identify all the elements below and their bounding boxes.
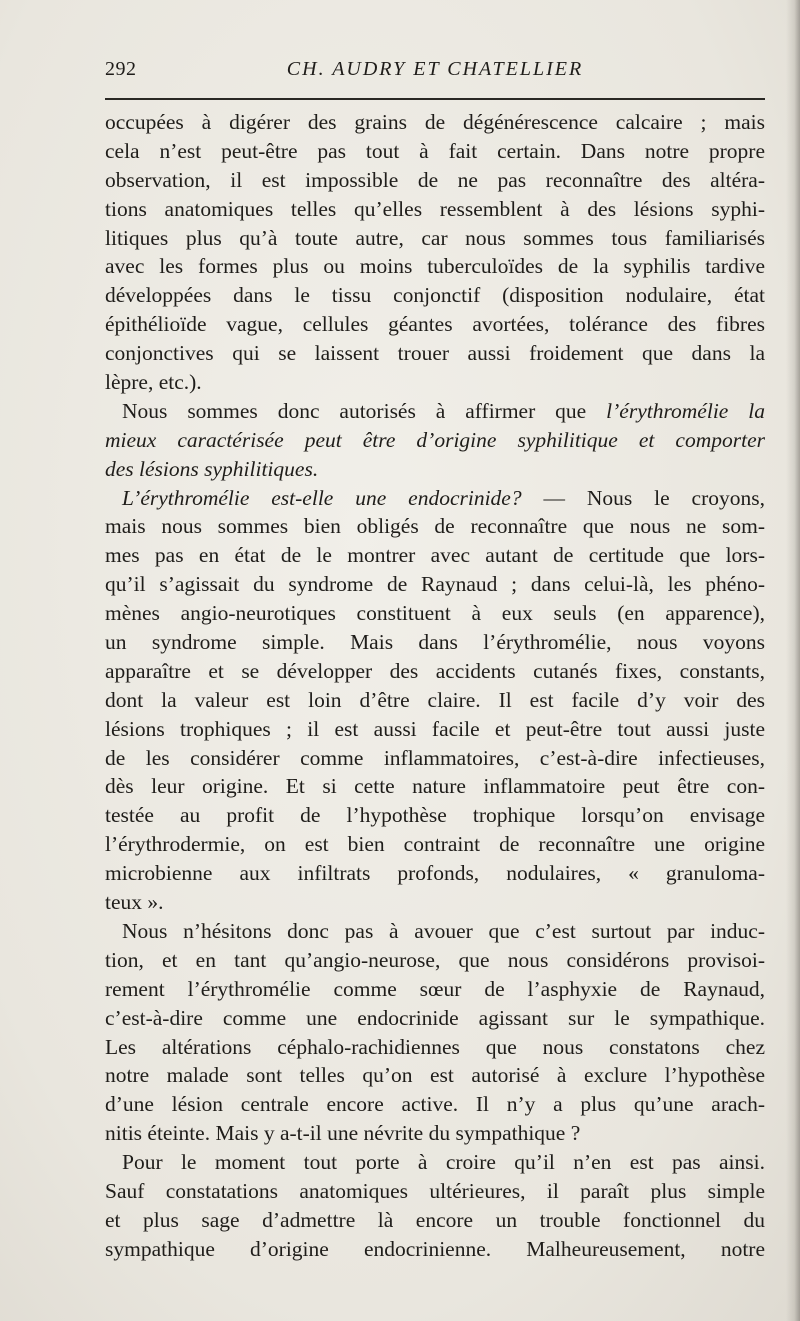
text-line: c’est-à-dire comme une endocrinide agissant sur le sympathique. [105, 1005, 765, 1030]
running-head: CH. AUDRY ET CHATELLIER [286, 58, 584, 80]
text-line: développées dans le tissu conjonctif (disposition nodulaire, état [105, 283, 765, 308]
header-rule [105, 98, 765, 100]
text-line: d’une lésion centrale encore active. Il n’y a plus qu’une arach- [105, 1092, 765, 1117]
text-line: tion, et en tant qu’angio-neurose, que nous considérons provisoi- [105, 947, 765, 972]
body-text [105, 108, 765, 1264]
text-line: litiques plus qu’à toute autre, car nous sommes tous familiarisés [105, 225, 765, 250]
text-line: mes pas en état de le montrer avec autant de certitude que lors- [105, 543, 765, 568]
text-line: rement l’érythromélie comme sœur de l’asphyxie de Raynaud, [105, 976, 765, 1001]
text-line: Nous n’hésitons donc pas à avouer que c’est surtout par induc- [122, 918, 765, 943]
text-line [105, 484, 765, 513]
text-line: tions anatomiques telles qu’elles ressemblent à des lésions syphi- [105, 196, 765, 221]
text-line: lèpre, etc.). [105, 370, 202, 395]
text-line-italic: mieux caractérisée peut être d’origine syphilitique et comporter [105, 427, 765, 452]
text-line: dont la valeur est loin d’être claire. Il est facile d’y voir des [105, 687, 765, 712]
text-line: épithélioïde vague, cellules géantes avortées, tolérance des fibres [105, 312, 765, 337]
text-line: dès leur origine. Et si cette nature inflammatoire peut être con- [105, 774, 765, 799]
text-line: l’érythrodermie, on est bien contraint de reconnaître une origine [105, 832, 765, 857]
italic-run: l’érythromélie la [606, 398, 765, 423]
text-line: microbienne aux infiltrats profonds, nodulaires, « granuloma- [105, 861, 765, 886]
text-run: Nous sommes donc autorisés à affirmer que [122, 398, 607, 423]
page-number: 292 [105, 58, 137, 80]
text-line: testée au profit de l’hypothèse trophique lorsqu’on envisage [105, 803, 765, 828]
page-header [105, 52, 765, 92]
text-line: conjonctives qui se laissent trouer aussi froidement que dans la [105, 341, 765, 366]
text-line: occupées à digérer des grains de dégénérescence calcaire ; mais [105, 110, 765, 134]
text-line: sympathique d’origine endocrinienne. Malheureusement, notre [105, 1236, 765, 1261]
text-line: Sauf constatations anatomiques ultérieures, il paraît plus simple [105, 1178, 765, 1203]
text-line: observation, il est impossible de ne pas reconnaître des altéra- [105, 167, 765, 192]
text-line: Pour le moment tout porte à croire qu’il n’en est pas ainsi. [122, 1150, 765, 1175]
text-line: avec les formes plus ou moins tuberculoïdes de la syphilis tardive [105, 254, 765, 279]
text-line: un syndrome simple. Mais dans l’érythromélie, nous voyons [105, 630, 765, 655]
text-line: Les altérations céphalo-rachidiennes que nous constatons chez [105, 1034, 765, 1059]
text-line [105, 397, 765, 426]
text-line: et plus sage d’admettre là encore un trouble fonctionnel du [105, 1207, 765, 1232]
italic-run: L’érythromélie est-elle une endocrinide? [122, 485, 522, 510]
text-line: de les considérer comme inflammatoires, c’est-à-dire infectieuses, [105, 745, 765, 770]
text-line: nitis éteinte. Mais y a-t-il une névrite du sympathique ? [105, 1121, 581, 1146]
text-line: mais nous sommes bien obligés de reconnaître que nous ne som- [105, 514, 765, 539]
text-line: apparaître et se développer des accidents cutanés fixes, constants, [105, 658, 765, 683]
text-line-italic: des lésions syphilitiques. [105, 456, 319, 481]
text-line: lésions trophiques ; il est aussi facile et peut-être tout aussi juste [105, 716, 765, 741]
text-line: cela n’est peut-être pas tout à fait certain. Dans notre propre [105, 138, 765, 163]
text-line: mènes angio-neurotiques constituent à eux seuls (en apparence), [105, 601, 765, 626]
text-line: teux ». [105, 890, 164, 915]
text-line: notre malade sont telles qu’on est autorisé à exclure l’hypothèse [105, 1063, 765, 1088]
page-edge-shadow [786, 0, 800, 1321]
text-run: — Nous le croyons, [521, 485, 765, 510]
text-line: qu’il s’agissait du syndrome de Raynaud ; dans celui-là, les phéno- [105, 572, 765, 597]
